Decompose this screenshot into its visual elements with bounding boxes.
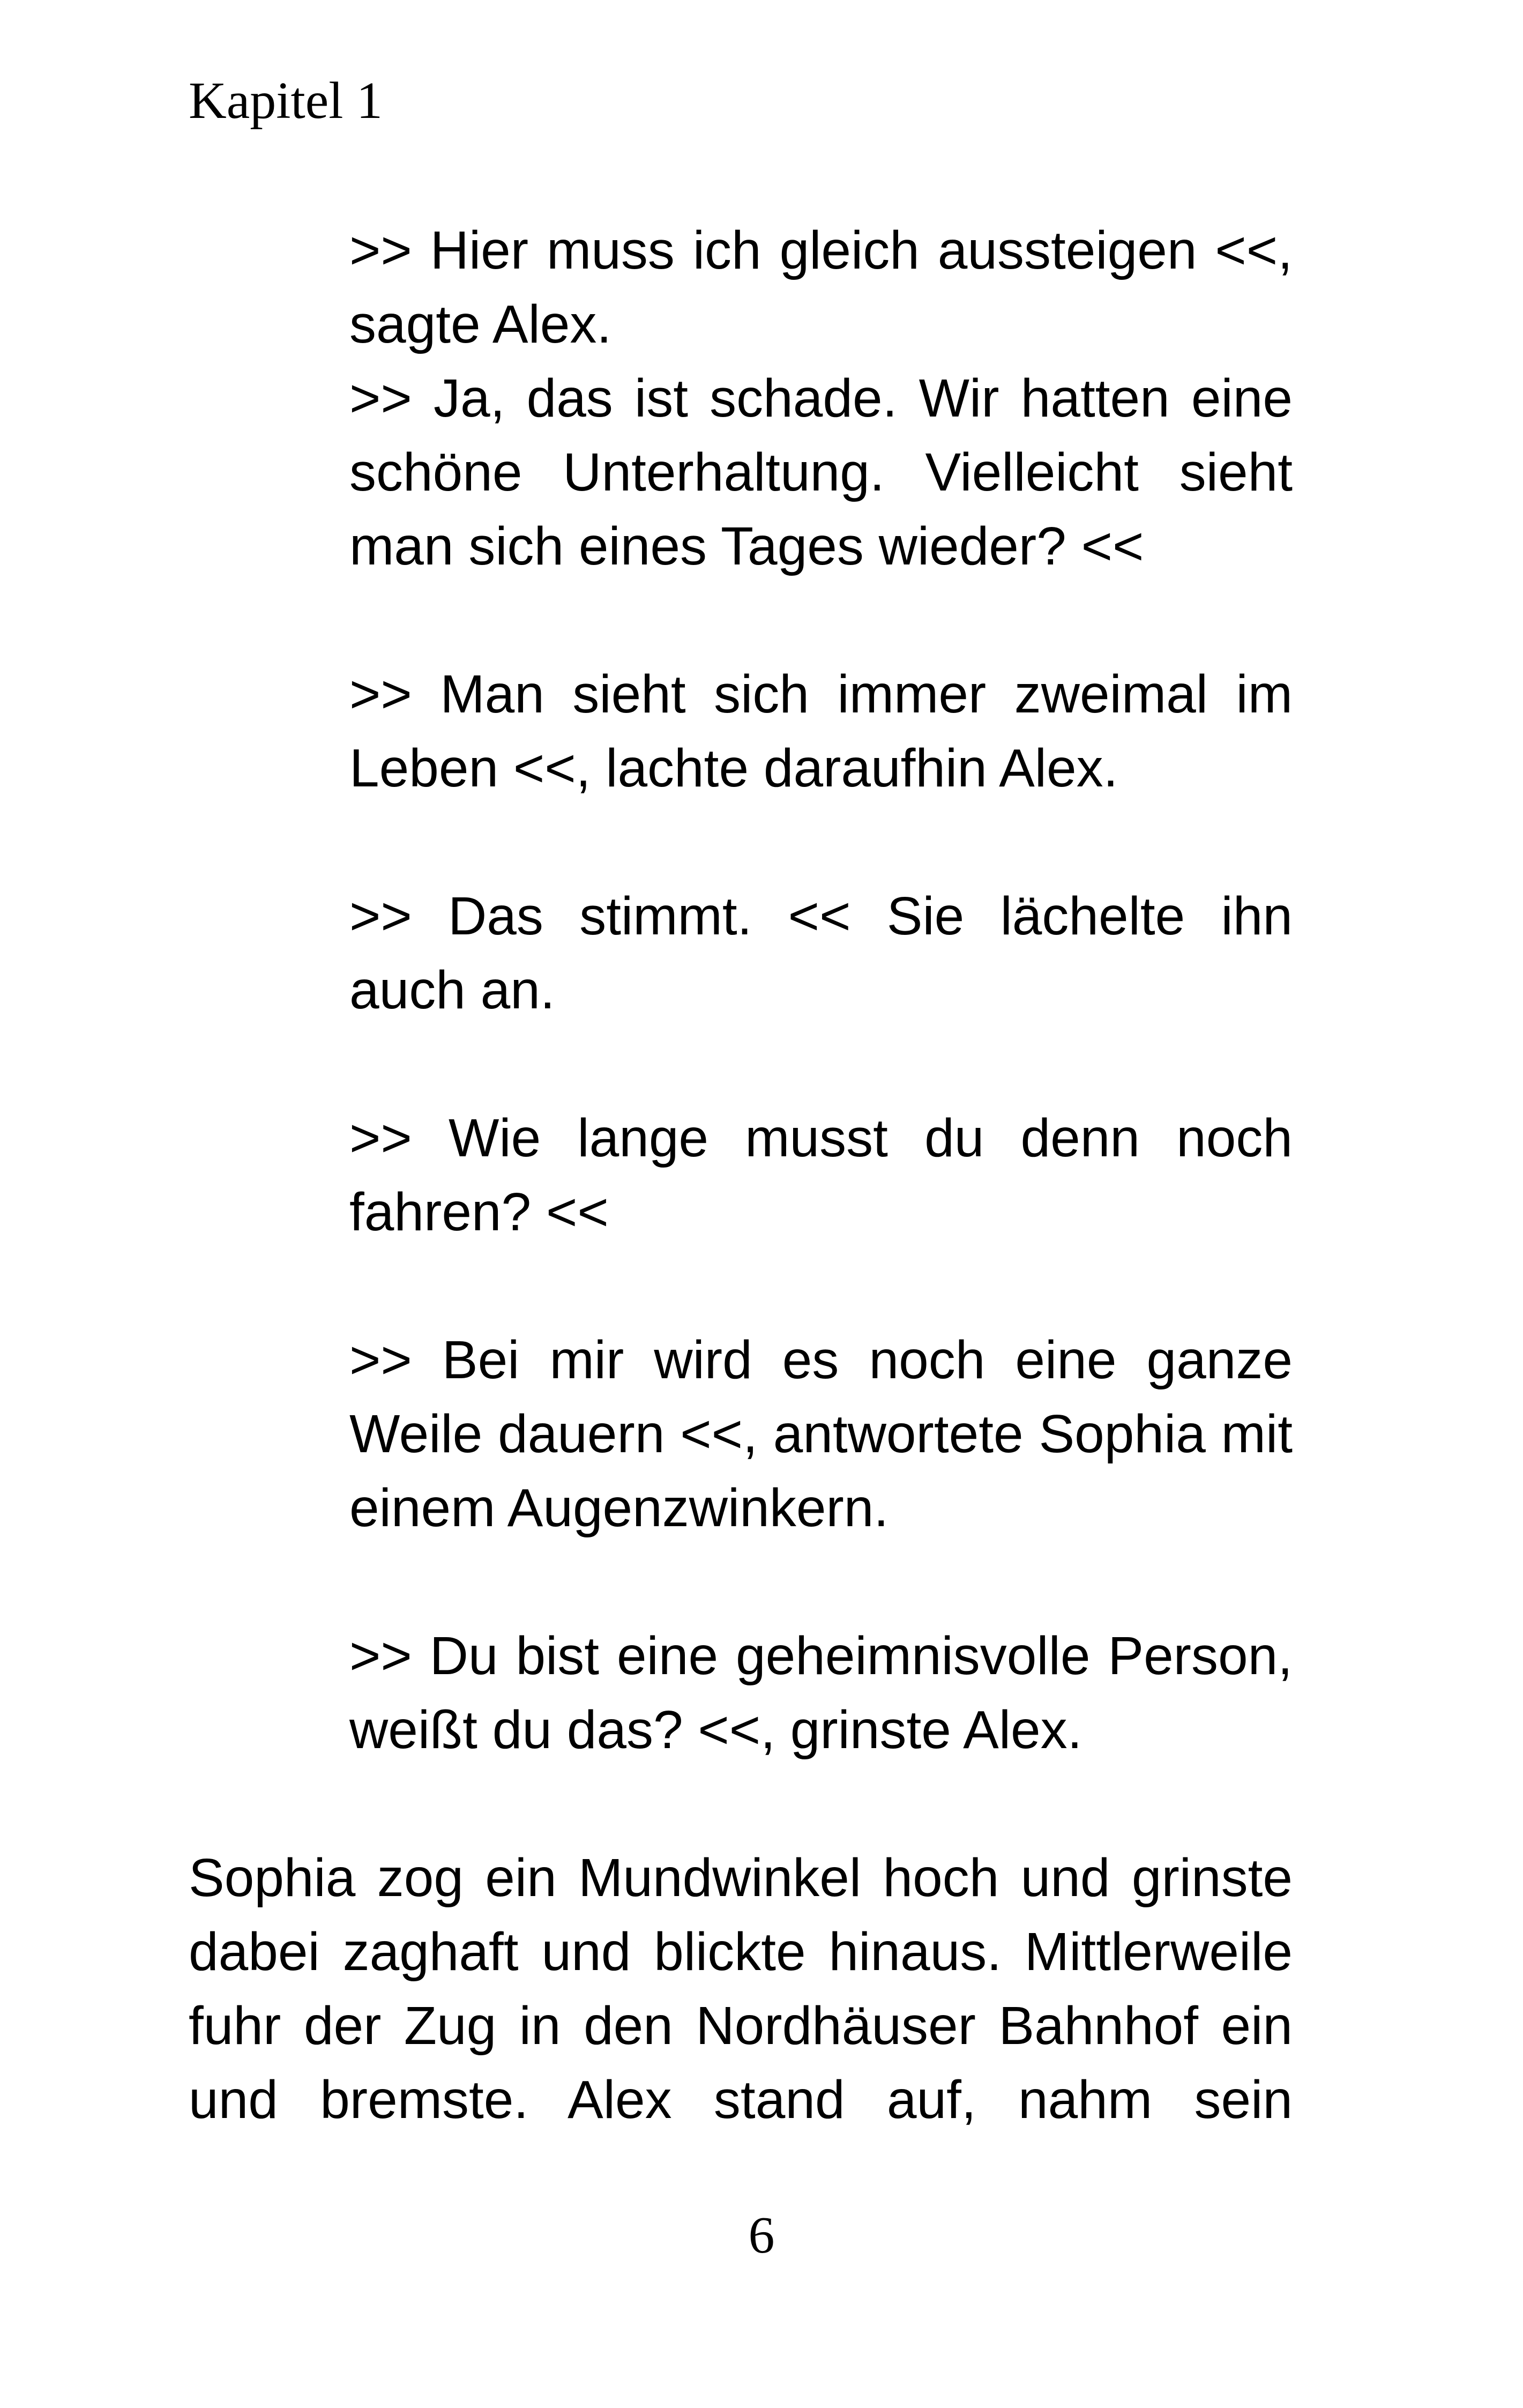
dialogue-text: >> Ja, das ist schade. Wir hatten eine schöne Unterhaltung. Vielleicht sieht man sich eines Tages wieder? << <box>349 368 1293 576</box>
page-number: 6 <box>748 2206 775 2264</box>
dialogue-text: >> Du bist eine geheimnisvolle Person, weißt du das? <<, grinste Alex. <box>349 1626 1293 1760</box>
dialogue-text: >> Hier muss ich gleich aussteigen <<, sagte Alex. <box>349 220 1293 354</box>
dialogue-line-1 <box>349 213 1293 361</box>
dialogue-line-3 <box>349 657 1293 805</box>
body-text: Sophia zog ein Mundwinkel hoch und grinste dabei zaghaft und blickte hinaus. Mittlerweile fuhr der Zug in den Nordhäuser Bahnhof ein und bremste. Alex stand auf, nahm sein <box>189 1848 1293 2130</box>
dialogue-line-2 <box>349 361 1293 583</box>
dialogue-line-5 <box>349 1101 1293 1249</box>
dialogue-line-6 <box>349 1323 1293 1545</box>
dialogue-text: >> Wie lange musst du denn noch fahren? << <box>349 1108 1293 1242</box>
running-head: Kapitel 1 <box>189 72 383 130</box>
dialogue-text: >> Man sieht sich immer zweimal im Leben <<, lachte daraufhin Alex. <box>349 664 1293 798</box>
dialogue-line-7 <box>349 1619 1293 1767</box>
body-paragraph <box>189 1841 1293 2137</box>
dialogue-text: >> Das stimmt. << Sie lächelte ihn auch an. <box>349 886 1293 1020</box>
dialogue-text: >> Bei mir wird es noch eine ganze Weile dauern <<, antwortete Sophia mit einem Augenzwinkern. <box>349 1330 1293 1538</box>
dialogue-line-4 <box>349 879 1293 1027</box>
